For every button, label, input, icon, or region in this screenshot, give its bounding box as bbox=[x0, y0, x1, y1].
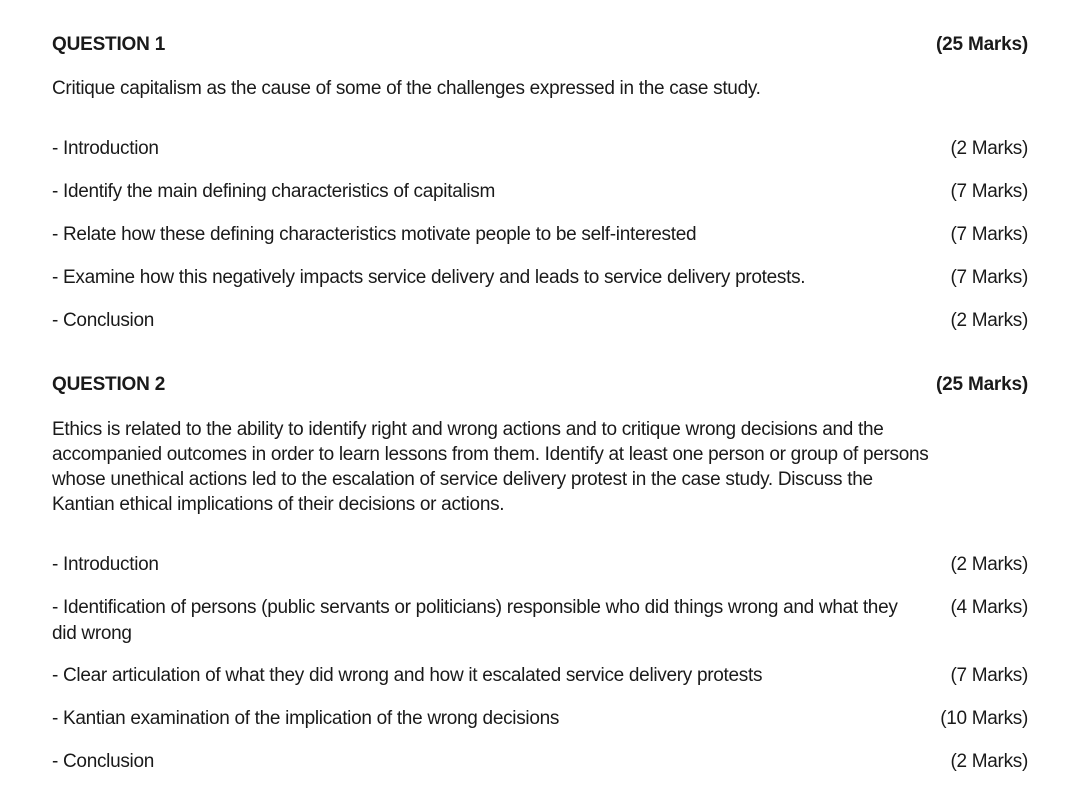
question-2-item bbox=[52, 749, 1028, 775]
question-1-total-marks: (25 Marks) bbox=[936, 34, 1028, 55]
item-marks: (2 Marks) bbox=[950, 554, 1028, 575]
item-label: - Relate how these defining characteristics motivate people to be self-interested bbox=[52, 224, 697, 245]
item-label: - Identify the main defining characteristics of capitalism bbox=[52, 181, 496, 202]
question-2-description: Ethics is related to the ability to identify right and wrong actions and to critique wrong decisions and the accompanied outcomes in order to learn lessons from them. Identify at least one person or group of persons whose unethical actions led to the escalation of service delivery protest in the case study. Discuss the Kantian ethical implications of their decisions or actions. bbox=[52, 419, 929, 515]
item-label: - Examine how this negatively impacts service delivery and leads to service delivery protests. bbox=[52, 267, 806, 288]
item-marks: (2 Marks) bbox=[950, 751, 1028, 772]
item-marks: (2 Marks) bbox=[950, 310, 1028, 331]
item-marks: (7 Marks) bbox=[950, 224, 1028, 245]
question-2-item bbox=[52, 706, 1028, 732]
question-1-item bbox=[52, 179, 1028, 205]
question-2-title: QUESTION 2 bbox=[52, 374, 166, 395]
item-label: - Introduction bbox=[52, 554, 159, 575]
question-2-item bbox=[52, 663, 1028, 689]
item-label: - Introduction bbox=[52, 138, 159, 159]
item-label: - Kantian examination of the implication of the wrong decisions bbox=[52, 708, 560, 729]
question-1-description: Critique capitalism as the cause of some of the challenges expressed in the case study. bbox=[52, 78, 761, 99]
item-marks: (7 Marks) bbox=[950, 665, 1028, 686]
item-label: - Clear articulation of what they did wrong and how it escalated service delivery protests bbox=[52, 665, 763, 686]
item-marks: (10 Marks) bbox=[940, 708, 1028, 729]
question-1-title: QUESTION 1 bbox=[52, 34, 166, 55]
question-1-item bbox=[52, 136, 1028, 162]
question-1-item bbox=[52, 222, 1028, 248]
question-1-header bbox=[52, 34, 1028, 56]
item-marks: (7 Marks) bbox=[950, 181, 1028, 202]
item-marks: (7 Marks) bbox=[950, 267, 1028, 288]
question-2-item bbox=[52, 552, 1028, 578]
item-label: - Conclusion bbox=[52, 310, 155, 331]
question-2-total-marks: (25 Marks) bbox=[936, 374, 1028, 395]
document-page bbox=[52, 0, 1028, 804]
item-marks: (2 Marks) bbox=[950, 138, 1028, 159]
item-label: - Identification of persons (public servants or politicians) responsible who did things wrong and what they did wrong bbox=[52, 597, 898, 644]
question-2-item bbox=[52, 595, 1028, 647]
item-label: - Conclusion bbox=[52, 751, 155, 772]
question-1-item bbox=[52, 308, 1028, 334]
question-2-header bbox=[52, 374, 1028, 396]
item-marks: (4 Marks) bbox=[950, 597, 1028, 618]
question-1-item bbox=[52, 265, 1028, 291]
